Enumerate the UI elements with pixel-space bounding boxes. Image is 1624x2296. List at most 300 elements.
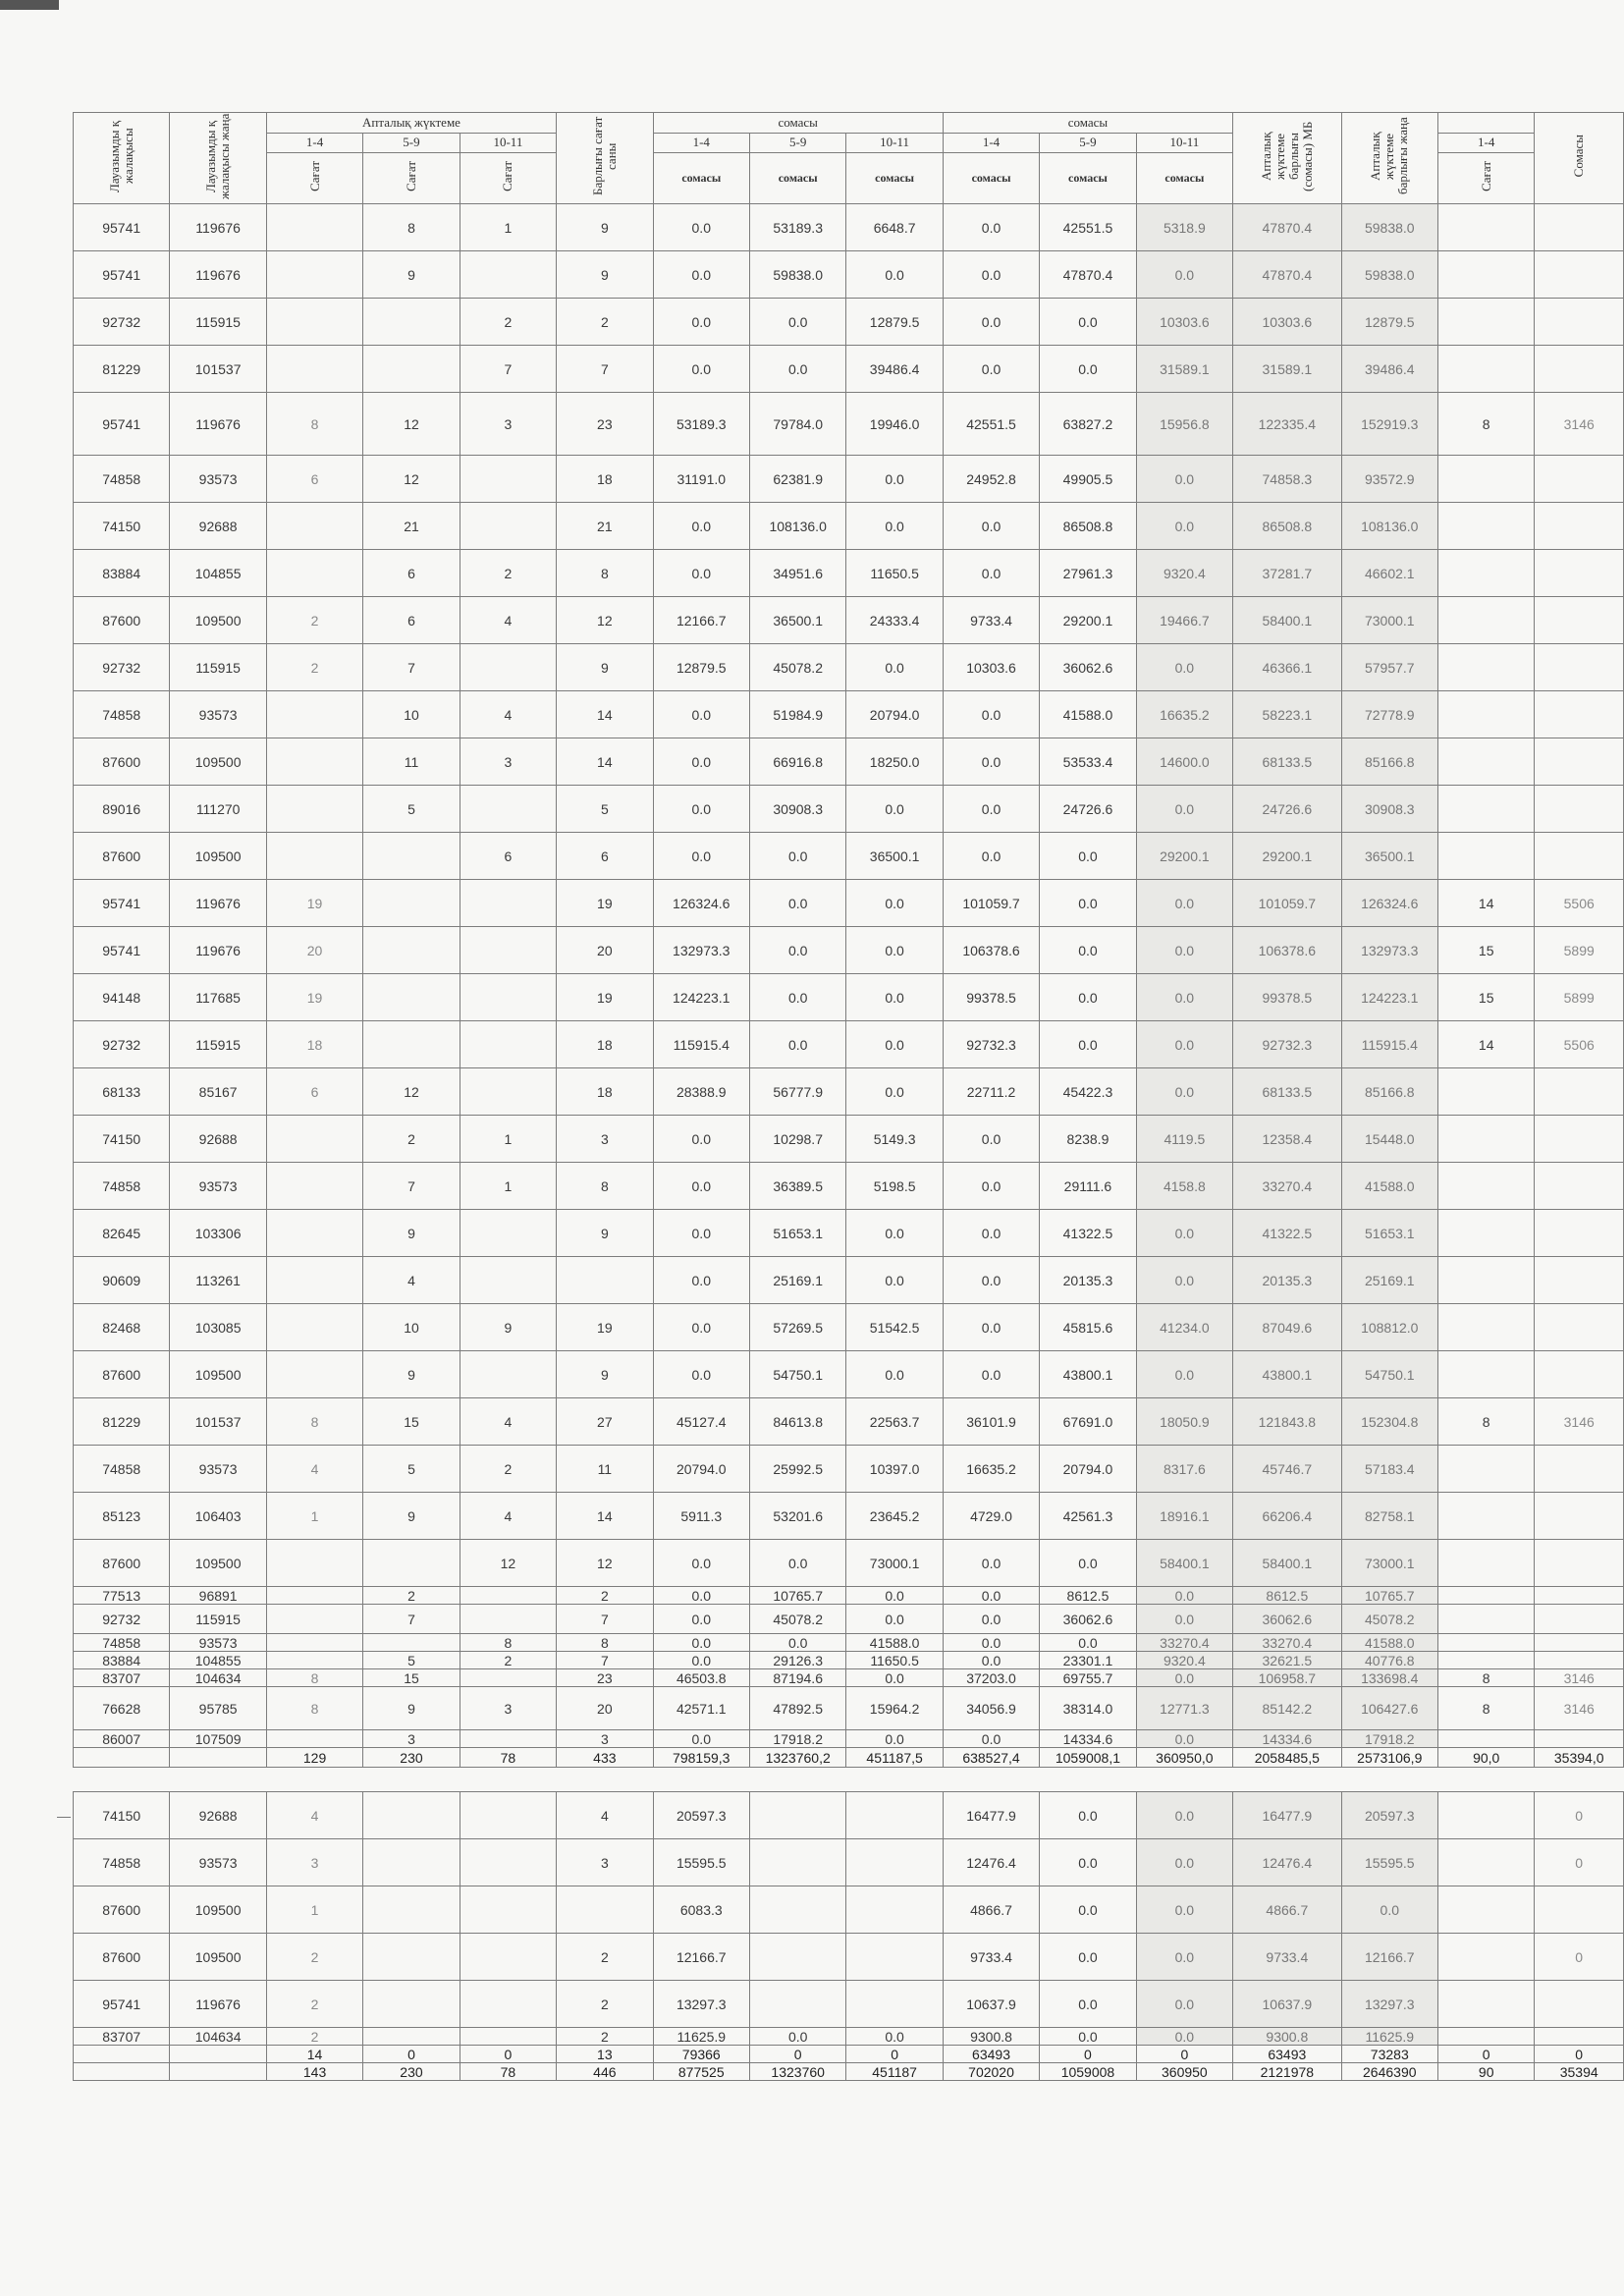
table-row bbox=[74, 393, 1624, 456]
table-cell: 0.0 bbox=[943, 1652, 1039, 1669]
table-cell: 12166.7 bbox=[653, 597, 749, 644]
table-cell: 14 bbox=[1437, 1021, 1534, 1068]
table-cell: 18050.9 bbox=[1136, 1398, 1232, 1446]
sum-label-3: сомасы bbox=[846, 153, 943, 204]
total-cell: 1059008 bbox=[1040, 2063, 1136, 2081]
table-cell bbox=[1437, 1730, 1534, 1748]
table-cell: 85142.2 bbox=[1233, 1687, 1341, 1730]
table-cell: 3 bbox=[460, 738, 556, 786]
table-cell bbox=[460, 1934, 556, 1981]
total-cell: 143 bbox=[266, 2063, 362, 2081]
table-cell bbox=[1437, 1886, 1534, 1934]
table-cell bbox=[846, 1934, 943, 1981]
table-row bbox=[74, 1981, 1624, 2028]
table-row bbox=[74, 1839, 1624, 1886]
table-cell bbox=[1535, 1587, 1624, 1605]
table-cell: 2 bbox=[460, 1652, 556, 1669]
total-cell: 446 bbox=[557, 2063, 653, 2081]
table-cell: 18 bbox=[266, 1021, 362, 1068]
table-cell bbox=[1535, 1210, 1624, 1257]
scan-corner-mark bbox=[0, 0, 59, 10]
table-cell bbox=[1437, 550, 1534, 597]
table-cell: 0.0 bbox=[1040, 1021, 1136, 1068]
table-cell bbox=[1437, 346, 1534, 393]
sum2-range-1-4: 1-4 bbox=[943, 133, 1039, 153]
table-cell: 0.0 bbox=[653, 1730, 749, 1748]
table-cell: 0.0 bbox=[653, 1116, 749, 1163]
table-cell: 24726.6 bbox=[1040, 786, 1136, 833]
table-cell: 82468 bbox=[74, 1304, 170, 1351]
table-cell: 10298.7 bbox=[749, 1116, 845, 1163]
table-row bbox=[74, 1210, 1624, 1257]
table-cell: 18 bbox=[557, 456, 653, 503]
table-cell bbox=[460, 503, 556, 550]
table-cell bbox=[1535, 1981, 1624, 2028]
table-cell: 101537 bbox=[170, 1398, 266, 1446]
table-cell: 0.0 bbox=[943, 550, 1039, 597]
table-cell: 31589.1 bbox=[1136, 346, 1232, 393]
table-cell: 2 bbox=[266, 644, 362, 691]
table-cell: 41588.0 bbox=[1341, 1163, 1437, 1210]
table-cell: 132973.3 bbox=[653, 927, 749, 974]
table-cell: 66916.8 bbox=[749, 738, 845, 786]
table-cell: 15964.2 bbox=[846, 1687, 943, 1730]
table-cell: 84613.8 bbox=[749, 1398, 845, 1446]
table-cell bbox=[266, 1634, 362, 1652]
table-cell bbox=[1437, 1068, 1534, 1116]
table-cell: 121843.8 bbox=[1233, 1398, 1341, 1446]
table-cell bbox=[460, 1669, 556, 1687]
table-cell: 12166.7 bbox=[1341, 1934, 1437, 1981]
table-row bbox=[74, 644, 1624, 691]
table-cell: 0.0 bbox=[1341, 1886, 1437, 1934]
table-cell: 0.0 bbox=[846, 644, 943, 691]
table-cell: 92732 bbox=[74, 1021, 170, 1068]
table-cell: 107509 bbox=[170, 1730, 266, 1748]
table-cell: 4 bbox=[460, 597, 556, 644]
table-cell: 74858 bbox=[74, 456, 170, 503]
table-cell: 29126.3 bbox=[749, 1652, 845, 1669]
table-cell bbox=[1535, 456, 1624, 503]
salary-table bbox=[73, 112, 1624, 2081]
table-cell: 17918.2 bbox=[749, 1730, 845, 1748]
table-cell: 113261 bbox=[170, 1257, 266, 1304]
table-cell: 5899 bbox=[1535, 927, 1624, 974]
table-cell: 2 bbox=[557, 299, 653, 346]
total-cell bbox=[74, 2063, 170, 2081]
table-cell: 42551.5 bbox=[943, 393, 1039, 456]
table-cell bbox=[266, 1210, 362, 1257]
table-cell bbox=[266, 1304, 362, 1351]
table-cell: 36101.9 bbox=[943, 1398, 1039, 1446]
table-cell: 115915 bbox=[170, 1021, 266, 1068]
table-cell bbox=[460, 880, 556, 927]
table-cell: 4866.7 bbox=[943, 1886, 1039, 1934]
table-cell bbox=[749, 1839, 845, 1886]
table-cell: 85166.8 bbox=[1341, 1068, 1437, 1116]
table-cell: 4 bbox=[363, 1257, 460, 1304]
table-cell bbox=[1535, 644, 1624, 691]
table-cell: 119676 bbox=[170, 880, 266, 927]
table-cell: 0.0 bbox=[943, 691, 1039, 738]
table-cell: 5 bbox=[363, 786, 460, 833]
table-cell: 82645 bbox=[74, 1210, 170, 1257]
table-cell: 15448.0 bbox=[1341, 1116, 1437, 1163]
table-cell: 12476.4 bbox=[1233, 1839, 1341, 1886]
table-cell: 11625.9 bbox=[1341, 2028, 1437, 2046]
table-cell: 1 bbox=[460, 204, 556, 251]
table-cell: 24333.4 bbox=[846, 597, 943, 644]
table-cell: 54750.1 bbox=[1341, 1351, 1437, 1398]
table-cell bbox=[460, 974, 556, 1021]
table-cell: 3146 bbox=[1535, 1398, 1624, 1446]
table-cell: 0.0 bbox=[1136, 927, 1232, 974]
table-cell: 0.0 bbox=[1136, 1886, 1232, 1934]
sum-label-6: сомасы bbox=[1136, 153, 1232, 204]
table-cell bbox=[1535, 1257, 1624, 1304]
table-cell: 0.0 bbox=[943, 1605, 1039, 1634]
table-cell bbox=[1535, 1351, 1624, 1398]
table-cell: 19 bbox=[266, 974, 362, 1021]
table-cell bbox=[460, 1351, 556, 1398]
table-cell: 94148 bbox=[74, 974, 170, 1021]
table-cell: 1 bbox=[460, 1163, 556, 1210]
table-cell bbox=[1437, 1163, 1534, 1210]
table-cell: 0.0 bbox=[653, 251, 749, 299]
table-cell bbox=[1437, 503, 1534, 550]
table-cell: 7 bbox=[363, 644, 460, 691]
table-cell: 92732 bbox=[74, 299, 170, 346]
table-cell: 87600 bbox=[74, 1934, 170, 1981]
table-cell: 10303.6 bbox=[943, 644, 1039, 691]
table-row bbox=[74, 550, 1624, 597]
table-row bbox=[74, 1540, 1624, 1587]
table-cell: 8612.5 bbox=[1233, 1587, 1341, 1605]
table-cell: 15956.8 bbox=[1136, 393, 1232, 456]
sum-label-2: сомасы bbox=[749, 153, 845, 204]
table-cell bbox=[363, 346, 460, 393]
table-cell: 83884 bbox=[74, 1652, 170, 1669]
table-cell bbox=[846, 1839, 943, 1886]
table-cell: 87194.6 bbox=[749, 1669, 845, 1687]
table-cell: 0.0 bbox=[1040, 299, 1136, 346]
table-row bbox=[74, 1116, 1624, 1163]
header-total-hours: Барлығы сағат саны bbox=[557, 113, 653, 204]
table-cell: 8 bbox=[266, 1687, 362, 1730]
table-cell: 20597.3 bbox=[1341, 1792, 1437, 1839]
table-cell bbox=[363, 1839, 460, 1886]
table-cell: 4 bbox=[460, 691, 556, 738]
table-cell: 0.0 bbox=[653, 691, 749, 738]
table-cell: 40776.8 bbox=[1341, 1652, 1437, 1669]
table-cell bbox=[1437, 1634, 1534, 1652]
table-cell: 14 bbox=[1437, 880, 1534, 927]
table-cell bbox=[460, 1021, 556, 1068]
table-cell: 0.0 bbox=[1136, 1730, 1232, 1748]
table-cell: 12166.7 bbox=[653, 1934, 749, 1981]
table-cell: 89016 bbox=[74, 786, 170, 833]
table-cell: 6 bbox=[266, 456, 362, 503]
total-cell: 35394,0 bbox=[1535, 1748, 1624, 1768]
table-cell bbox=[1437, 644, 1534, 691]
table-cell: 22711.2 bbox=[943, 1068, 1039, 1116]
table-cell: 46366.1 bbox=[1233, 644, 1341, 691]
header-weekly-load: Апталық жүктеме bbox=[266, 113, 556, 134]
table-cell: 2 bbox=[363, 1116, 460, 1163]
total-cell: 78 bbox=[460, 2063, 556, 2081]
table-cell bbox=[846, 1792, 943, 1839]
table-cell bbox=[363, 1540, 460, 1587]
table-cell: 9 bbox=[557, 1351, 653, 1398]
table-cell: 73000.1 bbox=[1341, 1540, 1437, 1587]
table-cell: 11 bbox=[557, 1446, 653, 1493]
table-cell: 47870.4 bbox=[1233, 251, 1341, 299]
table-cell: 0.0 bbox=[1136, 1605, 1232, 1634]
table-cell: 3 bbox=[363, 1730, 460, 1748]
table-cell: 0.0 bbox=[943, 1587, 1039, 1605]
table-cell: 3 bbox=[266, 1839, 362, 1886]
table-cell: 0.0 bbox=[1136, 786, 1232, 833]
table-cell bbox=[1535, 299, 1624, 346]
table-cell: 25169.1 bbox=[749, 1257, 845, 1304]
table-cell: 32621.5 bbox=[1233, 1652, 1341, 1669]
range-10-11: 10-11 bbox=[460, 133, 556, 153]
table-cell: 7 bbox=[363, 1605, 460, 1634]
table-cell bbox=[1437, 1587, 1534, 1605]
table-cell: 0.0 bbox=[1136, 1669, 1232, 1687]
table-cell: 0.0 bbox=[943, 1116, 1039, 1163]
table-cell bbox=[1535, 833, 1624, 880]
table-row bbox=[74, 251, 1624, 299]
table-cell bbox=[1437, 1446, 1534, 1493]
table-cell: 41322.5 bbox=[1233, 1210, 1341, 1257]
table-cell: 59838.0 bbox=[1341, 251, 1437, 299]
table-cell: 17918.2 bbox=[1341, 1730, 1437, 1748]
table-cell: 74150 bbox=[74, 1116, 170, 1163]
table-cell: 0.0 bbox=[1136, 1792, 1232, 1839]
table-cell: 12 bbox=[363, 1068, 460, 1116]
header-blank-1 bbox=[1437, 113, 1534, 134]
total-cell: 230 bbox=[363, 1748, 460, 1768]
table-cell: 74858 bbox=[74, 691, 170, 738]
total-cell: 90,0 bbox=[1437, 1748, 1534, 1768]
table-cell: 39486.4 bbox=[846, 346, 943, 393]
table-row bbox=[74, 1398, 1624, 1446]
total-cell: 360950,0 bbox=[1136, 1748, 1232, 1768]
table-cell: 33270.4 bbox=[1233, 1163, 1341, 1210]
table-cell: 3 bbox=[460, 393, 556, 456]
table-cell: 58400.1 bbox=[1233, 597, 1341, 644]
table-cell: 101059.7 bbox=[1233, 880, 1341, 927]
table-row bbox=[74, 1687, 1624, 1730]
header-sum-cap: Сомасы bbox=[1535, 113, 1624, 204]
table-cell: 0.0 bbox=[653, 1652, 749, 1669]
table-cell: 54750.1 bbox=[749, 1351, 845, 1398]
table-cell bbox=[1535, 346, 1624, 393]
table-cell: 0.0 bbox=[846, 927, 943, 974]
table-cell: 0.0 bbox=[846, 1587, 943, 1605]
table-header bbox=[74, 113, 1624, 204]
table-cell: 0.0 bbox=[749, 974, 845, 1021]
table-cell: 74858.3 bbox=[1233, 456, 1341, 503]
total-row bbox=[74, 1748, 1624, 1768]
table-cell: 87600 bbox=[74, 1540, 170, 1587]
table-cell: 119676 bbox=[170, 251, 266, 299]
table-cell: 14334.6 bbox=[1233, 1730, 1341, 1748]
table-row bbox=[74, 597, 1624, 644]
table-cell: 43800.1 bbox=[1040, 1351, 1136, 1398]
table-cell: 15 bbox=[1437, 974, 1534, 1021]
table-cell: 20135.3 bbox=[1233, 1257, 1341, 1304]
table-cell: 62381.9 bbox=[749, 456, 845, 503]
table-cell bbox=[266, 346, 362, 393]
table-cell bbox=[266, 833, 362, 880]
table-cell: 9733.4 bbox=[1233, 1934, 1341, 1981]
table-cell bbox=[557, 1886, 653, 1934]
table-row bbox=[74, 2028, 1624, 2046]
table-row bbox=[74, 1934, 1624, 1981]
table-cell: 10765.7 bbox=[749, 1587, 845, 1605]
total-cell: 2058485,5 bbox=[1233, 1748, 1341, 1768]
table-cell: 13297.3 bbox=[653, 1981, 749, 2028]
table-cell: 0.0 bbox=[1136, 1934, 1232, 1981]
table-cell bbox=[1437, 691, 1534, 738]
total-cell: 702020 bbox=[943, 2063, 1039, 2081]
table-cell bbox=[460, 786, 556, 833]
table-cell: 0.0 bbox=[653, 1304, 749, 1351]
table-cell: 20135.3 bbox=[1040, 1257, 1136, 1304]
table-cell bbox=[460, 1605, 556, 1634]
table-cell bbox=[363, 1934, 460, 1981]
total-cell: 638527,4 bbox=[943, 1748, 1039, 1768]
table-cell: 106427.6 bbox=[1341, 1687, 1437, 1730]
table-cell: 0.0 bbox=[846, 251, 943, 299]
table-cell: 47870.4 bbox=[1040, 251, 1136, 299]
table-cell: 10303.6 bbox=[1136, 299, 1232, 346]
table-cell: 115915.4 bbox=[1341, 1021, 1437, 1068]
table-cell: 2 bbox=[557, 2028, 653, 2046]
table-cell: 11650.5 bbox=[846, 1652, 943, 1669]
table-cell: 9320.4 bbox=[1136, 550, 1232, 597]
table-cell: 2 bbox=[266, 597, 362, 644]
table-cell: 41588.0 bbox=[1040, 691, 1136, 738]
header-sum-group-2: сомасы bbox=[943, 113, 1232, 134]
table-cell bbox=[1437, 1981, 1534, 2028]
table-cell: 9300.8 bbox=[1233, 2028, 1341, 2046]
table-cell: 10637.9 bbox=[943, 1981, 1039, 2028]
table-cell: 95741 bbox=[74, 204, 170, 251]
total-cell: 451187 bbox=[846, 2063, 943, 2081]
table-cell: 24952.8 bbox=[943, 456, 1039, 503]
table-cell: 9300.8 bbox=[943, 2028, 1039, 2046]
table-cell: 8 bbox=[266, 1398, 362, 1446]
table-cell: 0.0 bbox=[653, 299, 749, 346]
table-cell: 74858 bbox=[74, 1163, 170, 1210]
table-row bbox=[74, 456, 1624, 503]
table-cell: 12879.5 bbox=[653, 644, 749, 691]
table-cell bbox=[1437, 738, 1534, 786]
table-cell: 45815.6 bbox=[1040, 1304, 1136, 1351]
table-cell: 6 bbox=[363, 550, 460, 597]
table-cell: 0.0 bbox=[653, 1163, 749, 1210]
table-cell: 0.0 bbox=[653, 1351, 749, 1398]
table-cell: 68133.5 bbox=[1233, 1068, 1341, 1116]
total-cell: 0 bbox=[460, 2046, 556, 2063]
table-cell: 0.0 bbox=[653, 1587, 749, 1605]
range-1-4: 1-4 bbox=[266, 133, 362, 153]
table-cell: 119676 bbox=[170, 204, 266, 251]
table-cell: 5506 bbox=[1535, 880, 1624, 927]
table-cell bbox=[749, 1792, 845, 1839]
table-cell bbox=[460, 1981, 556, 2028]
table-cell: 0 bbox=[1535, 1934, 1624, 1981]
total-row bbox=[74, 2046, 1624, 2063]
total-cell: 0 bbox=[1535, 2046, 1624, 2063]
table-cell bbox=[1535, 1068, 1624, 1116]
table-cell: 0.0 bbox=[1040, 1934, 1136, 1981]
table-cell: 5506 bbox=[1535, 1021, 1624, 1068]
table-cell bbox=[1535, 1886, 1624, 1934]
table-cell bbox=[460, 1257, 556, 1304]
table-cell: 20 bbox=[557, 1687, 653, 1730]
table-cell: 39486.4 bbox=[1341, 346, 1437, 393]
table-body-additional bbox=[74, 1768, 1624, 2081]
total-cell: 1323760 bbox=[749, 2063, 845, 2081]
total-cell: 230 bbox=[363, 2063, 460, 2081]
table-cell: 3 bbox=[557, 1730, 653, 1748]
table-cell: 9 bbox=[557, 204, 653, 251]
table-cell bbox=[266, 503, 362, 550]
table-cell: 59838.0 bbox=[1341, 204, 1437, 251]
table-cell: 109500 bbox=[170, 1540, 266, 1587]
table-cell: 0.0 bbox=[653, 833, 749, 880]
table-cell: 0.0 bbox=[943, 1210, 1039, 1257]
total-cell: 79366 bbox=[653, 2046, 749, 2063]
table-cell: 0.0 bbox=[749, 1021, 845, 1068]
sum-label-1: сомасы bbox=[653, 153, 749, 204]
table-cell: 0.0 bbox=[1040, 833, 1136, 880]
table-cell: 73000.1 bbox=[1341, 597, 1437, 644]
table-cell: 8 bbox=[363, 204, 460, 251]
table-cell: 0.0 bbox=[1040, 1981, 1136, 2028]
table-cell: 36500.1 bbox=[1341, 833, 1437, 880]
table-cell: 3146 bbox=[1535, 1687, 1624, 1730]
table-cell bbox=[1535, 204, 1624, 251]
table-row bbox=[74, 833, 1624, 880]
table-cell: 0.0 bbox=[1040, 1839, 1136, 1886]
total-cell bbox=[170, 1748, 266, 1768]
table-cell: 12 bbox=[460, 1540, 556, 1587]
total-cell: 0 bbox=[363, 2046, 460, 2063]
sum2-range-10-11: 10-11 bbox=[1136, 133, 1232, 153]
table-cell: 133698.4 bbox=[1341, 1669, 1437, 1687]
table-cell: 15595.5 bbox=[1341, 1839, 1437, 1886]
table-cell: 9 bbox=[557, 644, 653, 691]
table-cell: 0.0 bbox=[749, 833, 845, 880]
table-cell: 93573 bbox=[170, 1839, 266, 1886]
table-cell: 3146 bbox=[1535, 393, 1624, 456]
table-cell: 5 bbox=[363, 1652, 460, 1669]
table-cell: 109500 bbox=[170, 738, 266, 786]
table-cell: 45078.2 bbox=[1341, 1605, 1437, 1634]
table-cell: 76628 bbox=[74, 1687, 170, 1730]
table-cell bbox=[1535, 691, 1624, 738]
table-cell: 0.0 bbox=[1136, 251, 1232, 299]
table-cell: 29111.6 bbox=[1040, 1163, 1136, 1210]
table-cell: 12771.3 bbox=[1136, 1687, 1232, 1730]
table-cell: 53533.4 bbox=[1040, 738, 1136, 786]
table-cell: 42571.1 bbox=[653, 1687, 749, 1730]
